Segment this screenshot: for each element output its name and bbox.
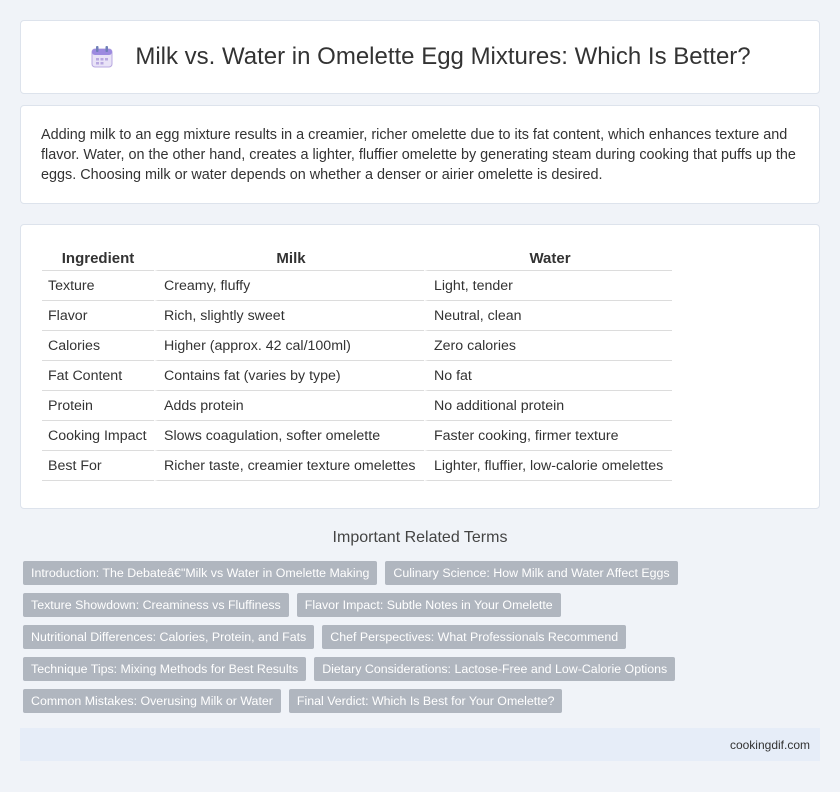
table-row xyxy=(42,360,672,390)
tag-row xyxy=(23,561,670,585)
row-label: Best For xyxy=(42,450,154,481)
milk-cell: Creamy, fluffy xyxy=(154,270,424,300)
related-term-tag[interactable]: Texture Showdown: Creaminess vs Fluffiness xyxy=(23,593,289,617)
milk-cell: Rich, slightly sweet xyxy=(154,300,424,330)
related-term-tag[interactable]: Dietary Considerations: Lactose-Free and Low-Calorie Options xyxy=(314,657,675,681)
water-cell: Faster cooking, firmer texture xyxy=(424,420,672,450)
water-cell: Neutral, clean xyxy=(424,300,672,330)
tag-row xyxy=(23,657,668,681)
table-header-row xyxy=(42,245,672,270)
intro-text: Adding milk to an egg mixture results in a creamier, richer omelette due to its fat content, which enhances texture and flavor. Water, on the other hand, creates a lighter, fluffier omelette by generating steam during cooking that puffs up the eggs. Choosing milk or water depends on whether a denser or airier omelette is desired. xyxy=(41,127,796,183)
milk-cell: Higher (approx. 42 cal/100ml) xyxy=(154,330,424,360)
tag-row xyxy=(23,593,663,617)
related-term-tag[interactable]: Common Mistakes: Overusing Milk or Water xyxy=(23,689,281,713)
related-term-tag[interactable]: Nutritional Differences: Calories, Protein, and Fats xyxy=(23,625,314,649)
related-terms-title: Important Related Terms xyxy=(332,529,508,546)
water-cell: Lighter, fluffier, low-calorie omelettes xyxy=(424,450,672,481)
related-term-tag[interactable]: Introduction: The Debateâ€"Milk vs Water in Omelette Making xyxy=(23,561,377,585)
calendar-icon xyxy=(89,44,115,70)
related-term-tag[interactable]: Technique Tips: Mixing Methods for Best Results xyxy=(23,657,306,681)
column-header-ingredient: Ingredient xyxy=(61,250,135,267)
table-row xyxy=(42,450,672,481)
table-row xyxy=(42,390,672,420)
milk-cell: Contains fat (varies by type) xyxy=(154,360,424,390)
table-row xyxy=(42,330,672,360)
site-link[interactable]: cookingdif.com xyxy=(729,738,810,752)
milk-cell: Slows coagulation, softer omelette xyxy=(154,420,424,450)
related-terms-list xyxy=(23,561,670,721)
milk-cell: Richer taste, creamier texture omelettes xyxy=(154,450,424,481)
related-term-tag[interactable]: Culinary Science: How Milk and Water Affect Eggs xyxy=(385,561,677,585)
row-label: Cooking Impact xyxy=(42,420,154,450)
table-row xyxy=(42,420,672,450)
title-card xyxy=(20,20,820,94)
row-label: Protein xyxy=(42,390,154,420)
milk-cell: Adds protein xyxy=(154,390,424,420)
comparison-table-card xyxy=(20,224,820,509)
related-term-tag[interactable]: Chef Perspectives: What Professionals Recommend xyxy=(322,625,626,649)
tag-row xyxy=(23,689,663,713)
intro-card xyxy=(20,105,820,204)
water-cell: No additional protein xyxy=(424,390,672,420)
column-header-water: Water xyxy=(424,245,672,270)
related-term-tag[interactable]: Flavor Impact: Subtle Notes in Your Omelette xyxy=(297,593,561,617)
water-cell: Light, tender xyxy=(424,270,672,300)
row-label: Fat Content xyxy=(42,360,154,390)
page-title: Milk vs. Water in Omelette Egg Mixtures: Which Is Better? xyxy=(135,43,751,70)
footer xyxy=(20,728,820,761)
comparison-table xyxy=(42,245,672,481)
table-row xyxy=(42,300,672,330)
row-label: Texture xyxy=(42,270,154,300)
column-header-milk: Milk xyxy=(154,245,424,270)
water-cell: No fat xyxy=(424,360,672,390)
row-label: Flavor xyxy=(42,300,154,330)
water-cell: Zero calories xyxy=(424,330,672,360)
row-label: Calories xyxy=(42,330,154,360)
tag-row xyxy=(23,625,663,649)
related-term-tag[interactable]: Final Verdict: Which Is Best for Your Omelette? xyxy=(289,689,563,713)
table-row xyxy=(42,270,672,300)
